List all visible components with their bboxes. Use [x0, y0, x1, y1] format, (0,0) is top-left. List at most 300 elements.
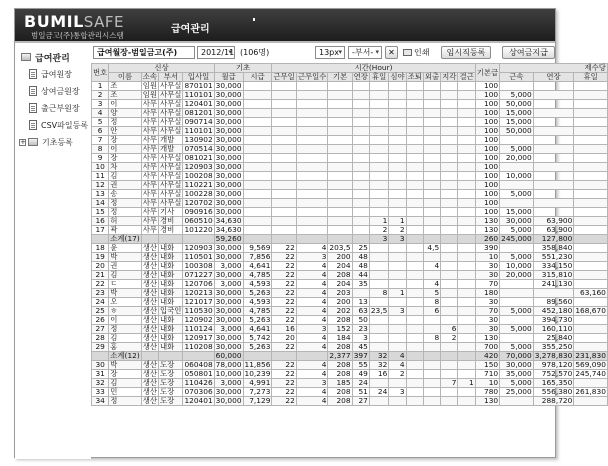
table-cell[interactable]	[272, 100, 296, 109]
table-cell[interactable]: 10	[475, 379, 499, 388]
table-cell[interactable]: 100	[475, 190, 499, 199]
table-cell[interactable]: 이	[109, 316, 141, 325]
table-cell[interactable]	[328, 127, 352, 136]
table-cell[interactable]	[458, 244, 475, 253]
table-cell[interactable]: ㅎ	[109, 307, 141, 316]
table-cell[interactable]: 22	[272, 298, 296, 307]
table-cell[interactable]	[389, 145, 406, 154]
table-cell[interactable]	[406, 226, 423, 235]
table-cell[interactable]	[423, 343, 440, 352]
table-cell[interactable]: 사무실	[160, 99, 182, 108]
table-cell[interactable]: 4	[389, 361, 406, 370]
table-cell[interactable]	[533, 199, 574, 208]
table-cell[interactable]	[296, 91, 328, 100]
table-cell[interactable]: 30,000	[215, 108, 242, 117]
table-cell[interactable]: 소계(12)	[110, 351, 140, 360]
table-cell[interactable]	[533, 136, 574, 145]
table-cell[interactable]	[243, 172, 272, 181]
table-cell[interactable]: 100	[475, 82, 499, 91]
table-cell[interactable]: 110101	[184, 126, 213, 135]
col-header-overtime-pay[interactable]: 연장	[533, 73, 574, 82]
col-header-basic-hours[interactable]: 기본	[328, 73, 352, 82]
table-cell[interactable]: 홍	[109, 343, 141, 352]
table-cell[interactable]	[328, 82, 352, 91]
table-cell[interactable]: 120902	[184, 315, 213, 324]
table-cell[interactable]	[574, 253, 608, 262]
table-cell[interactable]: 정	[109, 208, 141, 217]
table-cell[interactable]	[272, 190, 296, 199]
table-cell[interactable]: 121017	[184, 297, 213, 306]
table-cell[interactable]: 394,730	[533, 316, 574, 325]
table-cell[interactable]	[423, 379, 440, 388]
table-cell[interactable]: 355,250	[533, 343, 574, 352]
table-cell[interactable]: 16	[369, 370, 388, 379]
col-header-base-pay[interactable]: 기본급	[475, 64, 499, 82]
table-cell[interactable]	[423, 136, 440, 145]
table-cell[interactable]	[406, 361, 423, 370]
table-cell[interactable]	[423, 154, 440, 163]
table-cell[interactable]: 4	[296, 289, 328, 298]
table-cell[interactable]	[458, 397, 475, 406]
table-cell[interactable]: 245,000	[501, 234, 532, 243]
table-cell[interactable]: 63,900	[533, 226, 574, 235]
table-cell[interactable]	[272, 199, 296, 208]
table-cell[interactable]: 130	[475, 397, 499, 406]
table-cell[interactable]	[441, 82, 458, 91]
table-cell[interactable]: 6	[92, 127, 109, 136]
table-cell[interactable]	[296, 127, 328, 136]
table-cell[interactable]: 090916	[184, 207, 213, 216]
table-cell[interactable]	[328, 199, 352, 208]
table-cell[interactable]: 070514	[184, 144, 213, 153]
table-cell[interactable]	[369, 82, 388, 91]
table-cell[interactable]	[441, 388, 458, 397]
table-cell[interactable]: 30,000	[215, 207, 242, 216]
table-cell[interactable]: 150	[475, 361, 499, 370]
table-cell[interactable]: 사무	[142, 108, 158, 117]
table-cell[interactable]	[458, 127, 475, 136]
table-cell[interactable]	[369, 262, 388, 271]
table-cell[interactable]: 420	[475, 352, 499, 361]
table-cell[interactable]: 34,630	[215, 225, 242, 234]
table-cell[interactable]	[458, 298, 475, 307]
table-cell[interactable]	[406, 253, 423, 262]
table-cell[interactable]	[272, 118, 296, 127]
table-cell[interactable]	[272, 163, 296, 172]
table-cell[interactable]: 김	[109, 379, 141, 388]
table-cell[interactable]: 4,785	[243, 271, 272, 280]
table-cell[interactable]	[352, 118, 369, 127]
table-cell[interactable]	[328, 217, 352, 226]
table-cell[interactable]: 780	[475, 388, 499, 397]
table-cell[interactable]: 63	[352, 307, 369, 316]
table-cell[interactable]: 334,150	[533, 262, 574, 271]
table-cell[interactable]: 30,000	[215, 153, 242, 162]
table-cell[interactable]	[458, 361, 475, 370]
table-cell[interactable]	[574, 118, 608, 127]
table-cell[interactable]: 10,000	[500, 172, 534, 181]
table-cell[interactable]	[243, 100, 272, 109]
table-cell[interactable]	[389, 181, 406, 190]
table-cell[interactable]: 30,000	[215, 144, 242, 153]
table-cell[interactable]	[243, 91, 272, 100]
table-cell[interactable]: 30	[475, 316, 499, 325]
table-cell[interactable]: 070306	[184, 387, 213, 396]
table-cell[interactable]: 25	[92, 307, 109, 316]
table-cell[interactable]: 100	[475, 181, 499, 190]
table-cell[interactable]	[406, 343, 423, 352]
table-cell[interactable]: 5,000	[500, 226, 534, 235]
table-cell[interactable]	[423, 316, 440, 325]
table-cell[interactable]: 8	[423, 298, 440, 307]
table-cell[interactable]: 22	[272, 388, 296, 397]
table-cell[interactable]	[574, 235, 608, 244]
table-cell[interactable]: 110426	[184, 378, 213, 387]
table-cell[interactable]: 김	[109, 172, 141, 181]
table-cell[interactable]: 200	[328, 253, 352, 262]
table-cell[interactable]: 4,641	[243, 262, 272, 271]
table-cell[interactable]	[423, 190, 440, 199]
table-cell[interactable]: 사무실	[160, 189, 182, 198]
table-cell[interactable]: 5,263	[243, 289, 272, 298]
table-cell[interactable]	[352, 163, 369, 172]
table-cell[interactable]	[458, 136, 475, 145]
table-cell[interactable]: 7	[441, 379, 458, 388]
col-header-tenure[interactable]: 근속	[500, 73, 534, 82]
table-cell[interactable]	[328, 208, 352, 217]
table-cell[interactable]	[458, 217, 475, 226]
table-cell[interactable]: 생산	[142, 378, 158, 387]
table-cell[interactable]: 5,263	[243, 316, 272, 325]
table-cell[interactable]	[406, 280, 423, 289]
table-cell[interactable]: 차	[109, 163, 141, 172]
table-cell[interactable]: 63,160	[574, 289, 608, 298]
table-cell[interactable]: 551,230	[533, 253, 574, 262]
table-cell[interactable]	[441, 343, 458, 352]
table-cell[interactable]	[389, 271, 406, 280]
col-header-hourly[interactable]: 시급	[243, 73, 272, 82]
table-cell[interactable]: 24	[92, 298, 109, 307]
table-cell[interactable]: 120917	[184, 333, 213, 342]
table-cell[interactable]: 397	[353, 351, 368, 360]
table-cell[interactable]: 30,000	[500, 361, 534, 370]
sidebar-item-payroll-ledger[interactable]	[29, 68, 72, 80]
table-cell[interactable]: 김	[109, 271, 141, 280]
table-cell[interactable]	[406, 262, 423, 271]
table-cell[interactable]: 30,000	[215, 243, 242, 252]
table-cell[interactable]: 30,000	[215, 90, 242, 99]
col-header-workdays[interactable]: 근무일	[273, 72, 295, 81]
table-cell[interactable]: 24	[352, 379, 369, 388]
table-cell[interactable]	[533, 82, 574, 91]
table-cell[interactable]: 3	[369, 235, 388, 244]
table-cell[interactable]	[243, 127, 272, 136]
table-cell[interactable]: 13	[352, 298, 369, 307]
table-cell[interactable]	[574, 154, 608, 163]
table-cell[interactable]: 권	[109, 181, 141, 190]
table-cell[interactable]	[369, 172, 388, 181]
table-cell[interactable]	[423, 199, 440, 208]
table-cell[interactable]: 22	[272, 343, 296, 352]
table-cell[interactable]	[296, 217, 328, 226]
table-cell[interactable]: 32	[369, 352, 388, 361]
table-cell[interactable]: 100	[475, 154, 499, 163]
table-cell[interactable]	[389, 172, 406, 181]
table-cell[interactable]	[352, 226, 369, 235]
table-cell[interactable]	[406, 109, 423, 118]
table-cell[interactable]: 29	[92, 343, 109, 352]
table-cell[interactable]: 5,000	[500, 307, 534, 316]
table-cell[interactable]	[406, 91, 423, 100]
table-cell[interactable]: 1	[92, 82, 109, 91]
menu-tab-payroll[interactable]: 급여관리	[171, 24, 210, 35]
table-cell[interactable]	[389, 118, 406, 127]
table-cell[interactable]: 곽	[109, 226, 141, 235]
table-cell[interactable]	[406, 217, 423, 226]
table-cell[interactable]: 정	[109, 118, 141, 127]
table-cell[interactable]	[458, 226, 475, 235]
table-cell[interactable]	[389, 244, 406, 253]
table-cell[interactable]: 장	[109, 136, 141, 145]
table-cell[interactable]: 3	[389, 235, 406, 244]
table-cell[interactable]	[389, 316, 406, 325]
table-cell[interactable]	[441, 172, 458, 181]
table-cell[interactable]: 이	[109, 145, 141, 154]
table-cell[interactable]	[441, 163, 458, 172]
table-cell[interactable]	[406, 352, 423, 361]
table-cell[interactable]: 2	[389, 226, 406, 235]
table-cell[interactable]	[533, 163, 574, 172]
col-header-hire-date[interactable]: 입사일	[183, 73, 214, 82]
table-cell[interactable]: 7,856	[243, 253, 272, 262]
table-cell[interactable]	[574, 136, 608, 145]
table-cell[interactable]	[406, 82, 423, 91]
table-cell[interactable]: 203,5	[329, 243, 351, 252]
table-cell[interactable]	[574, 91, 608, 100]
table-cell[interactable]: 1	[389, 217, 406, 226]
table-cell[interactable]	[406, 334, 423, 343]
table-cell[interactable]: 100	[475, 199, 499, 208]
table-cell[interactable]	[389, 190, 406, 199]
col-header-dept[interactable]: 부서	[159, 73, 183, 82]
table-cell[interactable]	[406, 154, 423, 163]
table-cell[interactable]	[243, 136, 272, 145]
table-cell[interactable]	[328, 226, 352, 235]
table-cell[interactable]	[423, 208, 440, 217]
table-cell[interactable]: 사무실	[160, 171, 182, 180]
table-cell[interactable]: 185	[328, 379, 352, 388]
table-cell[interactable]: 민	[109, 388, 141, 397]
table-cell[interactable]	[406, 136, 423, 145]
table-cell[interactable]	[458, 235, 475, 244]
table-cell[interactable]	[441, 307, 458, 316]
table-cell[interactable]: 생산	[142, 252, 158, 261]
table-cell[interactable]: 23	[92, 289, 109, 298]
table-cell[interactable]: 20,000	[500, 271, 534, 280]
table-cell[interactable]	[533, 154, 574, 163]
table-cell[interactable]: 081201	[184, 108, 213, 117]
table-cell[interactable]: 15	[92, 208, 109, 217]
table-cell[interactable]	[458, 163, 475, 172]
table-cell[interactable]	[389, 91, 406, 100]
table-cell[interactable]: 060408	[184, 360, 213, 369]
table-cell[interactable]	[574, 271, 608, 280]
table-cell[interactable]	[328, 163, 352, 172]
table-cell[interactable]: 내화	[159, 298, 183, 307]
table-cell[interactable]	[243, 181, 272, 190]
table-cell[interactable]	[441, 298, 458, 307]
table-cell[interactable]	[406, 163, 423, 172]
sidebar-root-payroll[interactable]	[21, 51, 70, 63]
table-cell[interactable]	[352, 190, 369, 199]
table-cell[interactable]: 사무실	[160, 198, 182, 207]
table-cell[interactable]	[272, 208, 296, 217]
table-cell[interactable]	[389, 262, 406, 271]
table-cell[interactable]	[296, 145, 328, 154]
col-header-holiday[interactable]: 휴일	[369, 73, 388, 82]
table-cell[interactable]: 10	[475, 253, 499, 262]
table-cell[interactable]: 120213	[184, 288, 213, 297]
table-cell[interactable]	[441, 226, 458, 235]
table-cell[interactable]	[296, 109, 328, 118]
table-cell[interactable]: 도장	[159, 397, 183, 406]
table-cell[interactable]: 35	[352, 280, 369, 289]
table-cell[interactable]	[458, 262, 475, 271]
table-cell[interactable]: 208	[328, 316, 352, 325]
table-cell[interactable]: 10,000	[215, 369, 242, 378]
table-cell[interactable]: 16	[92, 217, 109, 226]
table-cell[interactable]	[458, 190, 475, 199]
table-cell[interactable]: 180	[475, 289, 499, 298]
table-cell[interactable]	[272, 154, 296, 163]
table-cell[interactable]: 생산	[142, 396, 158, 405]
table-cell[interactable]: 윤	[109, 244, 141, 253]
table-cell[interactable]: 70	[475, 307, 499, 316]
table-cell[interactable]: 23	[352, 325, 369, 334]
table-cell[interactable]: 사무	[142, 216, 158, 225]
table-cell[interactable]	[328, 118, 352, 127]
col-header-name[interactable]: 이름	[109, 73, 141, 82]
table-cell[interactable]: 3	[296, 325, 328, 334]
table-cell[interactable]	[458, 289, 475, 298]
table-cell[interactable]	[574, 325, 608, 334]
table-cell[interactable]: 50,000	[500, 100, 534, 109]
table-cell[interactable]: 생산	[142, 324, 158, 333]
table-cell[interactable]: 110530	[184, 306, 213, 315]
table-cell[interactable]	[272, 82, 296, 91]
table-cell[interactable]	[423, 226, 440, 235]
table-cell[interactable]	[369, 127, 388, 136]
table-cell[interactable]	[406, 379, 423, 388]
table-cell[interactable]	[574, 226, 608, 235]
table-cell[interactable]: 25	[352, 244, 369, 253]
table-cell[interactable]: 100	[475, 172, 499, 181]
table-cell[interactable]: 4,785	[243, 307, 272, 316]
table-cell[interactable]: 생산	[142, 243, 158, 252]
table-cell[interactable]: 120702	[184, 198, 213, 207]
table-cell[interactable]: 입국인	[160, 306, 182, 315]
table-cell[interactable]	[406, 208, 423, 217]
table-cell[interactable]: 55	[352, 361, 369, 370]
table-cell[interactable]: 사무실	[160, 162, 182, 171]
table-cell[interactable]: 6	[441, 325, 458, 334]
table-cell[interactable]	[296, 136, 328, 145]
table-cell[interactable]: 4	[296, 262, 328, 271]
table-cell[interactable]	[533, 181, 574, 190]
table-cell[interactable]: 4	[92, 109, 109, 118]
table-cell[interactable]: 26	[92, 316, 109, 325]
table-cell[interactable]	[352, 100, 369, 109]
table-cell[interactable]: 120401	[184, 396, 213, 405]
table-cell[interactable]: 390	[475, 244, 499, 253]
table-cell[interactable]: 사무실	[160, 180, 182, 189]
table-cell[interactable]: 박	[109, 361, 141, 370]
table-cell[interactable]: 13	[92, 190, 109, 199]
table-cell[interactable]	[406, 316, 423, 325]
table-cell[interactable]: 오	[109, 298, 141, 307]
table-cell[interactable]: 50	[352, 316, 369, 325]
table-cell[interactable]: 208	[328, 271, 352, 280]
table-cell[interactable]: 870101	[184, 81, 213, 90]
table-cell[interactable]	[352, 136, 369, 145]
table-cell[interactable]	[389, 325, 406, 334]
table-cell[interactable]: 16	[272, 325, 296, 334]
col-header-late[interactable]: 지각	[442, 72, 457, 81]
table-cell[interactable]	[441, 145, 458, 154]
table-cell[interactable]	[369, 271, 388, 280]
table-cell[interactable]	[423, 370, 440, 379]
table-cell[interactable]: 5,000	[500, 190, 534, 199]
table-cell[interactable]: 208	[328, 343, 352, 352]
table-cell[interactable]: 생산	[142, 333, 158, 342]
table-cell[interactable]: 생산	[142, 360, 158, 369]
table-cell[interactable]	[296, 82, 328, 91]
table-cell[interactable]: 생산	[142, 342, 158, 351]
table-cell[interactable]: 100	[475, 145, 499, 154]
table-cell[interactable]	[352, 217, 369, 226]
table-cell[interactable]	[406, 145, 423, 154]
table-cell[interactable]	[352, 109, 369, 118]
table-cell[interactable]: 경비	[159, 217, 183, 226]
table-cell[interactable]: 25,840	[533, 334, 574, 343]
table-cell[interactable]: 22	[272, 397, 296, 406]
table-cell[interactable]: 30,000	[215, 315, 242, 324]
table-cell[interactable]: 사무실	[160, 81, 182, 90]
table-cell[interactable]: 30,000	[215, 198, 242, 207]
table-cell[interactable]: 100	[475, 136, 499, 145]
table-cell[interactable]	[574, 397, 608, 406]
table-cell[interactable]	[406, 100, 423, 109]
table-cell[interactable]	[389, 154, 406, 163]
table-cell[interactable]: 20	[92, 262, 109, 271]
table-cell[interactable]: 59,260	[215, 234, 242, 243]
table-cell[interactable]	[574, 100, 608, 109]
table-cell[interactable]	[458, 181, 475, 190]
table-cell[interactable]: 30	[475, 271, 499, 280]
table-cell[interactable]	[458, 280, 475, 289]
table-cell[interactable]	[243, 163, 272, 172]
table-cell[interactable]	[328, 100, 352, 109]
table-cell[interactable]: 4	[296, 271, 328, 280]
table-cell[interactable]: ㄷ	[109, 280, 141, 289]
table-cell[interactable]: 184	[328, 334, 352, 343]
table-cell[interactable]	[406, 199, 423, 208]
table-cell[interactable]	[272, 145, 296, 154]
table-cell[interactable]	[406, 244, 423, 253]
table-cell[interactable]	[574, 244, 608, 253]
table-cell[interactable]	[243, 109, 272, 118]
table-cell[interactable]: 70	[475, 280, 499, 289]
